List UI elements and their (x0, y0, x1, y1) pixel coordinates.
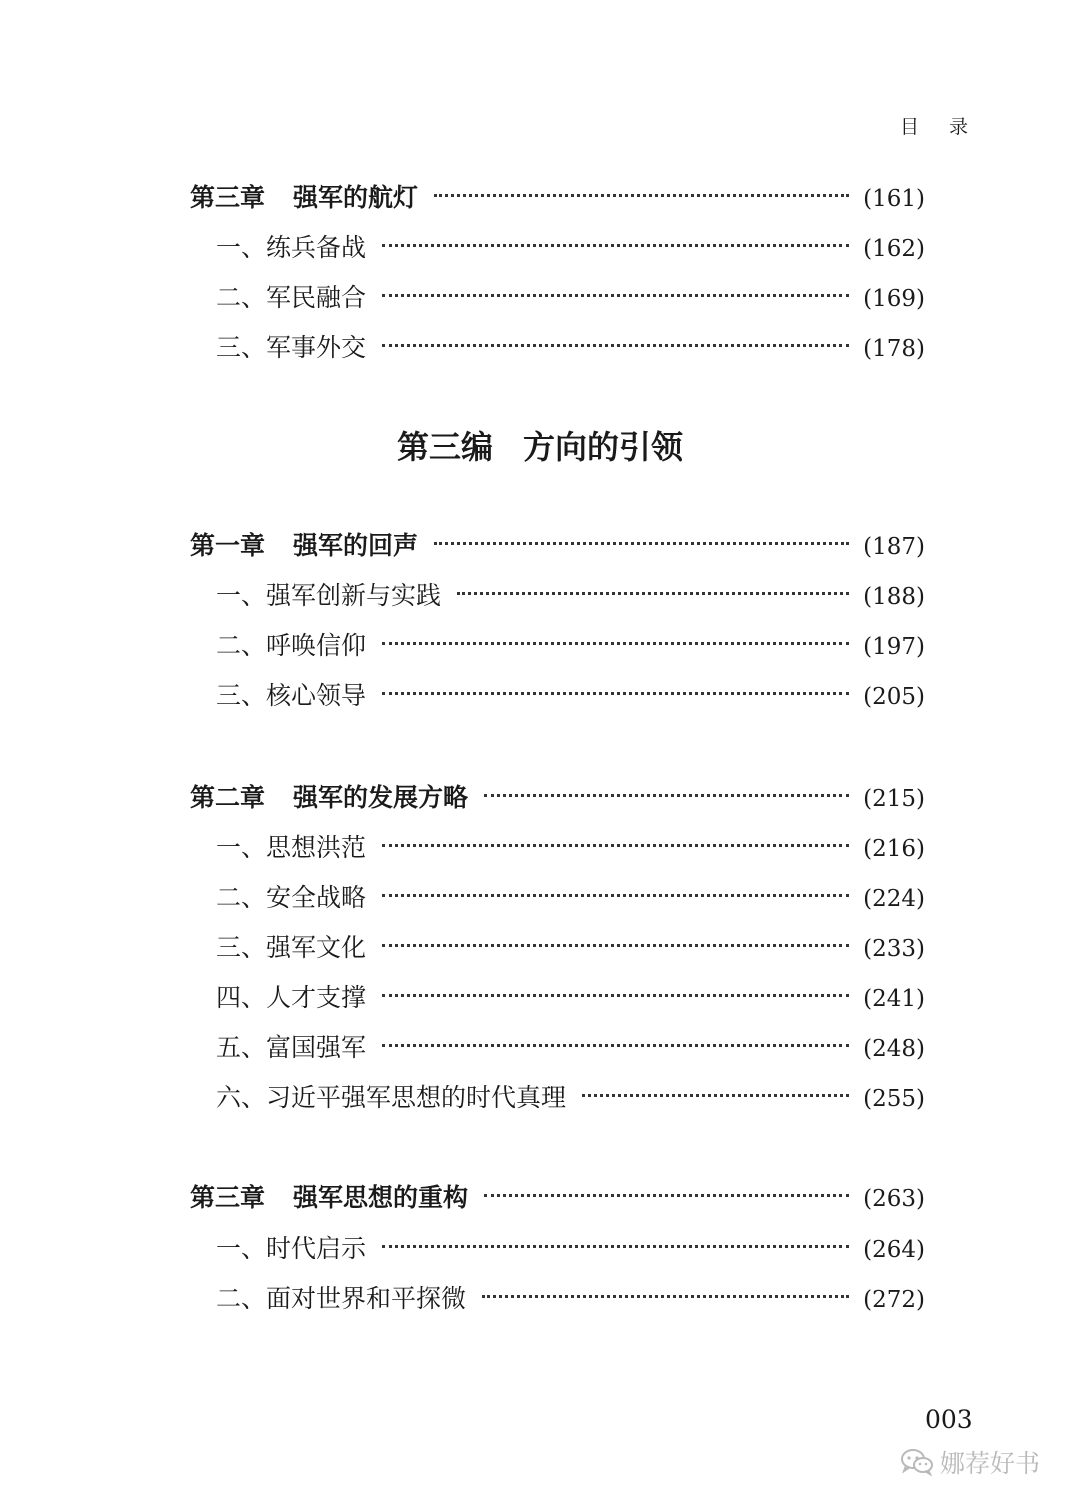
page-ref: (255) (863, 1086, 925, 1112)
section-title: 强军文化 (266, 933, 367, 962)
page-ref: (178) (863, 336, 925, 362)
running-header-right: 录 (949, 116, 969, 138)
page-ref: (215) (863, 786, 925, 812)
toc-section-entry (216, 831, 925, 865)
section-title: 习近平强军思想的时代真理 (266, 1083, 567, 1112)
chapter-title: 强军的发展方略 (293, 783, 469, 812)
section-title: 时代启示 (266, 1234, 367, 1263)
section-title: 军事外交 (266, 333, 367, 362)
section-number: 三、 (216, 681, 267, 710)
page-ref: (241) (863, 986, 925, 1012)
toc-section-entry (216, 981, 925, 1015)
page-ref: (169) (863, 286, 925, 312)
section-number: 二、 (216, 283, 267, 312)
dot-leader (382, 1245, 849, 1248)
chapter-number: 第二章 (190, 783, 266, 812)
section-number: 一、 (216, 233, 267, 262)
page-ref: (197) (863, 634, 925, 660)
section-title: 军民融合 (266, 283, 367, 312)
dot-leader (434, 542, 849, 545)
page-ref: (248) (863, 1036, 925, 1062)
chapter-number: 第三章 (190, 183, 266, 212)
page-ref: (272) (863, 1287, 925, 1313)
section-title: 呼唤信仰 (266, 631, 367, 660)
section-number: 三、 (216, 333, 267, 362)
page-ref: (264) (863, 1237, 925, 1263)
dot-leader (382, 1044, 849, 1047)
toc-section-entry (216, 679, 925, 713)
toc-section-entry (216, 1031, 925, 1065)
section-number: 四、 (216, 983, 267, 1012)
dot-leader (382, 692, 849, 695)
section-number: 二、 (216, 883, 267, 912)
page-ref: (263) (863, 1186, 925, 1212)
section-title: 练兵备战 (266, 233, 367, 262)
dot-leader (382, 642, 849, 645)
toc-section-entry (216, 1232, 925, 1266)
section-number: 五、 (216, 1033, 267, 1062)
section-title: 思想洪范 (266, 833, 367, 862)
section-number: 一、 (216, 833, 267, 862)
dot-leader (484, 1194, 849, 1197)
dot-leader (484, 794, 849, 797)
page-ref: (216) (863, 836, 925, 862)
dot-leader (382, 944, 849, 947)
part-number: 第三编 (396, 428, 493, 466)
toc-section-entry (216, 331, 925, 365)
page-number: 003 (925, 1405, 973, 1434)
section-title: 富国强军 (266, 1033, 367, 1062)
page-ref: (205) (863, 684, 925, 710)
toc-section-entry (216, 881, 925, 915)
section-number: 二、 (216, 1284, 267, 1313)
section-title: 强军创新与实践 (266, 581, 442, 610)
chapter-number: 第一章 (190, 531, 266, 560)
toc-section-entry (216, 1081, 925, 1115)
toc-section-entry (216, 579, 925, 613)
page-ref: (188) (863, 584, 925, 610)
page-ref: (162) (863, 236, 925, 262)
toc-section-entry (216, 629, 925, 663)
toc-chapter-entry (190, 181, 925, 215)
section-title: 核心领导 (266, 681, 367, 710)
toc-chapter-entry (190, 1181, 925, 1215)
page-ref: (233) (863, 936, 925, 962)
toc-chapter-entry (190, 781, 925, 815)
section-number: 六、 (216, 1083, 267, 1112)
dot-leader (457, 592, 849, 595)
wechat-icon (900, 1448, 934, 1476)
dot-leader (382, 894, 849, 897)
section-number: 三、 (216, 933, 267, 962)
toc-section-entry (216, 231, 925, 265)
section-title: 人才支撑 (266, 983, 367, 1012)
page-ref: (187) (863, 534, 925, 560)
chapter-title: 强军思想的重构 (293, 1183, 469, 1212)
toc-section-entry (216, 931, 925, 965)
dot-leader (382, 344, 849, 347)
dot-leader (582, 1094, 849, 1097)
section-title: 面对世界和平探微 (266, 1284, 467, 1313)
page-ref: (161) (863, 186, 925, 212)
dot-leader (382, 844, 849, 847)
section-title: 安全战略 (266, 883, 367, 912)
watermark-text: 娜荐好书 (940, 1449, 1041, 1478)
section-number: 二、 (216, 631, 267, 660)
running-header (900, 112, 968, 139)
part-heading (0, 425, 1080, 469)
toc-chapter-entry (190, 529, 925, 563)
toc-section-entry (216, 281, 925, 315)
dot-leader (382, 294, 849, 297)
part-title: 方向的引领 (523, 428, 684, 466)
section-number: 一、 (216, 581, 267, 610)
running-header-left: 目 (900, 116, 920, 138)
toc-section-entry (216, 1282, 925, 1316)
dot-leader (382, 244, 849, 247)
section-number: 一、 (216, 1234, 267, 1263)
page-ref: (224) (863, 886, 925, 912)
dot-leader (482, 1295, 849, 1298)
watermark (900, 1444, 1040, 1480)
chapter-number: 第三章 (190, 1183, 266, 1212)
dot-leader (382, 994, 849, 997)
chapter-title: 强军的回声 (293, 531, 419, 560)
chapter-title: 强军的航灯 (293, 183, 419, 212)
dot-leader (434, 194, 849, 197)
